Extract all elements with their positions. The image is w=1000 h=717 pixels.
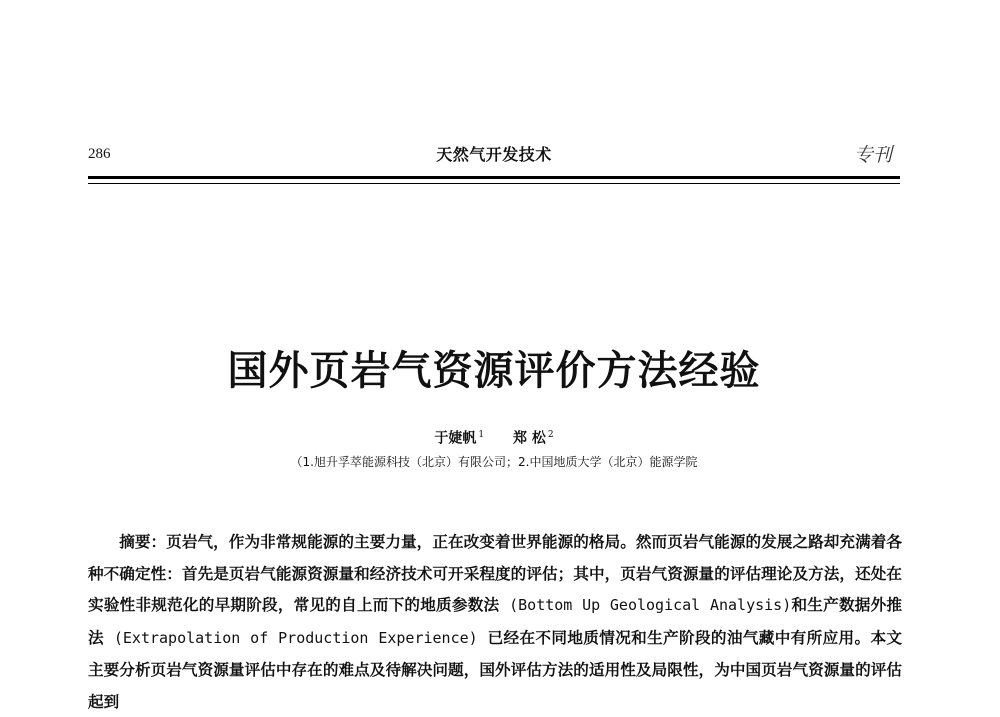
paper-title: 国外页岩气资源评价方法经验 xyxy=(227,348,761,394)
author-name: 郑 松 xyxy=(513,430,546,447)
author-list xyxy=(88,426,900,448)
running-header xyxy=(88,140,900,166)
abstract-text: 已经在不同地质情况和生产阶段的油气藏中有所应用。本文主要分析页岩气资源量评估中存在的难点及待解决问题，国外评估方法的适用性及局限性，为中国页岩气资源量的评估起到 xyxy=(88,627,902,711)
header-rule-thin xyxy=(88,183,900,184)
abstract-label: 摘要： xyxy=(119,532,167,551)
journal-name: 天然气开发技术 xyxy=(436,145,552,164)
author-name: 于婕帆 xyxy=(434,430,477,447)
page-number: 286 xyxy=(88,146,111,162)
author xyxy=(434,426,484,448)
author xyxy=(513,426,554,448)
affiliation-ref: 2 xyxy=(547,430,554,440)
abstract-text: 页岩气，作为非常规能源的主要力量，正在改变着世界能源的格局。然而页岩气能源的发展之路却充满着各种不确定性：首先是页岩气能源资源量和经济技术可开采程度的评估；其中，页岩气资源量的评估理论及方法，还处在实验性非规范化的早期阶段，常见的自上而下的地质参数法 xyxy=(88,532,902,614)
abstract xyxy=(88,526,902,717)
affiliations: （1.旭升孚萃能源科技（北京）有限公司；2.中国地质大学（北京）能源学院 xyxy=(290,455,698,469)
affiliation-ref: 1 xyxy=(478,430,485,440)
header-rule-thick xyxy=(88,176,900,179)
issue-label: 专刊 xyxy=(853,144,892,166)
abstract-term-english: (Extrapolation of Production Experience) xyxy=(103,628,488,647)
abstract-term-english: (Bottom Up Geological Analysis) xyxy=(499,596,792,614)
abstract-text: 和生产数据外推法 xyxy=(88,595,902,647)
